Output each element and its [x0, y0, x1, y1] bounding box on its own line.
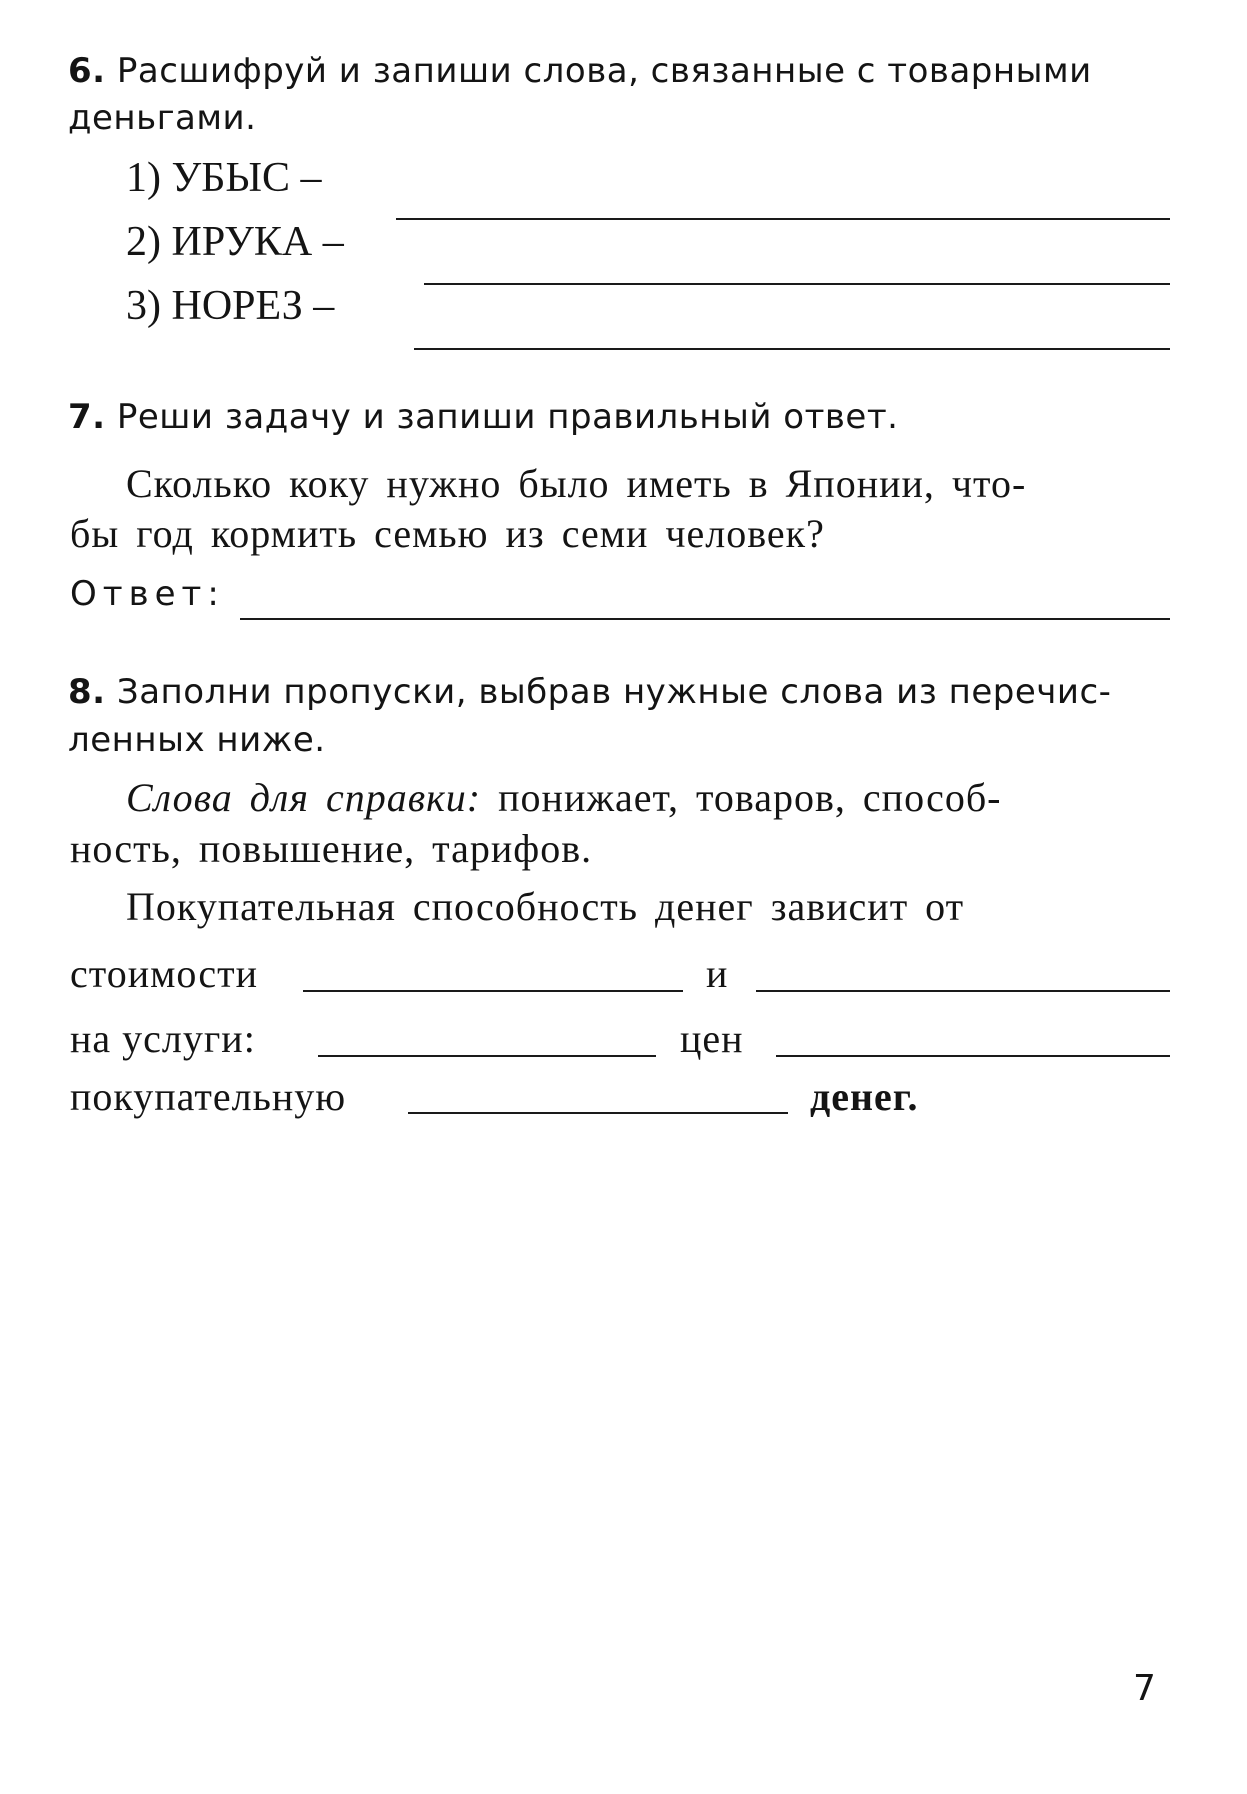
task-7-answer-line[interactable]: [240, 618, 1170, 620]
hint-words-line1: понижает, товаров, способ-: [498, 775, 1002, 820]
task-6-instruction: [68, 46, 1168, 96]
task-8-number: 8.: [68, 672, 106, 712]
task-6-answer-line-2[interactable]: [424, 283, 1170, 285]
task-6-number: 6.: [68, 51, 106, 91]
hint-label: Слова для справки:: [126, 775, 482, 820]
word-purchasing: покупательную: [70, 1074, 347, 1119]
blank-5[interactable]: [408, 1112, 788, 1114]
task-6-answer-line-1[interactable]: [396, 218, 1170, 220]
task-7-number: 7.: [68, 397, 106, 437]
task-8-hint-line2: ность, повышение, тарифов.: [70, 826, 593, 871]
task-6-answer-line-3[interactable]: [414, 348, 1170, 350]
task-7-answer-label: Ответ:: [70, 574, 225, 614]
blank-1[interactable]: [303, 990, 683, 992]
task-8-sentence-line1: Покупательная способность денег зависит от: [126, 884, 965, 929]
task-8-hint-line1: [126, 773, 1170, 823]
task-8-text-line1: Заполни пропуски, выбрав нужные слова из перечис-: [116, 672, 1112, 712]
task-6-item-1: 1) УБЫС –: [126, 155, 322, 201]
blank-4[interactable]: [776, 1055, 1170, 1057]
page-number: 7: [1133, 1668, 1156, 1709]
task-7-instruction: [68, 392, 1168, 442]
task-8-instruction-line2: ленных ниже.: [68, 720, 326, 760]
blank-2[interactable]: [756, 990, 1170, 992]
task-6-item-3: 3) НОРЕЗ –: [126, 283, 335, 329]
word-cost: стоимости: [70, 951, 259, 996]
task-7-question-line1: Сколько коку нужно было иметь в Японии, что-: [126, 461, 1027, 506]
word-money: денег.: [810, 1074, 919, 1119]
task-7-question-line2: бы год кормить семью из семи человек?: [70, 511, 825, 556]
task-8-instruction: [68, 667, 1168, 717]
word-prices: цен: [680, 1016, 744, 1061]
task-6-text-line1: Расшифруй и запиши слова, связанные с товарными: [116, 51, 1092, 91]
word-and: и: [706, 951, 729, 996]
task-7-text: Реши задачу и запиши правильный ответ.: [116, 397, 899, 437]
task-6-instruction-line2: деньгами.: [68, 98, 257, 138]
word-services: на услуги:: [70, 1016, 256, 1061]
blank-3[interactable]: [318, 1055, 656, 1057]
task-6-item-2: 2) ИРУКА –: [126, 219, 344, 265]
